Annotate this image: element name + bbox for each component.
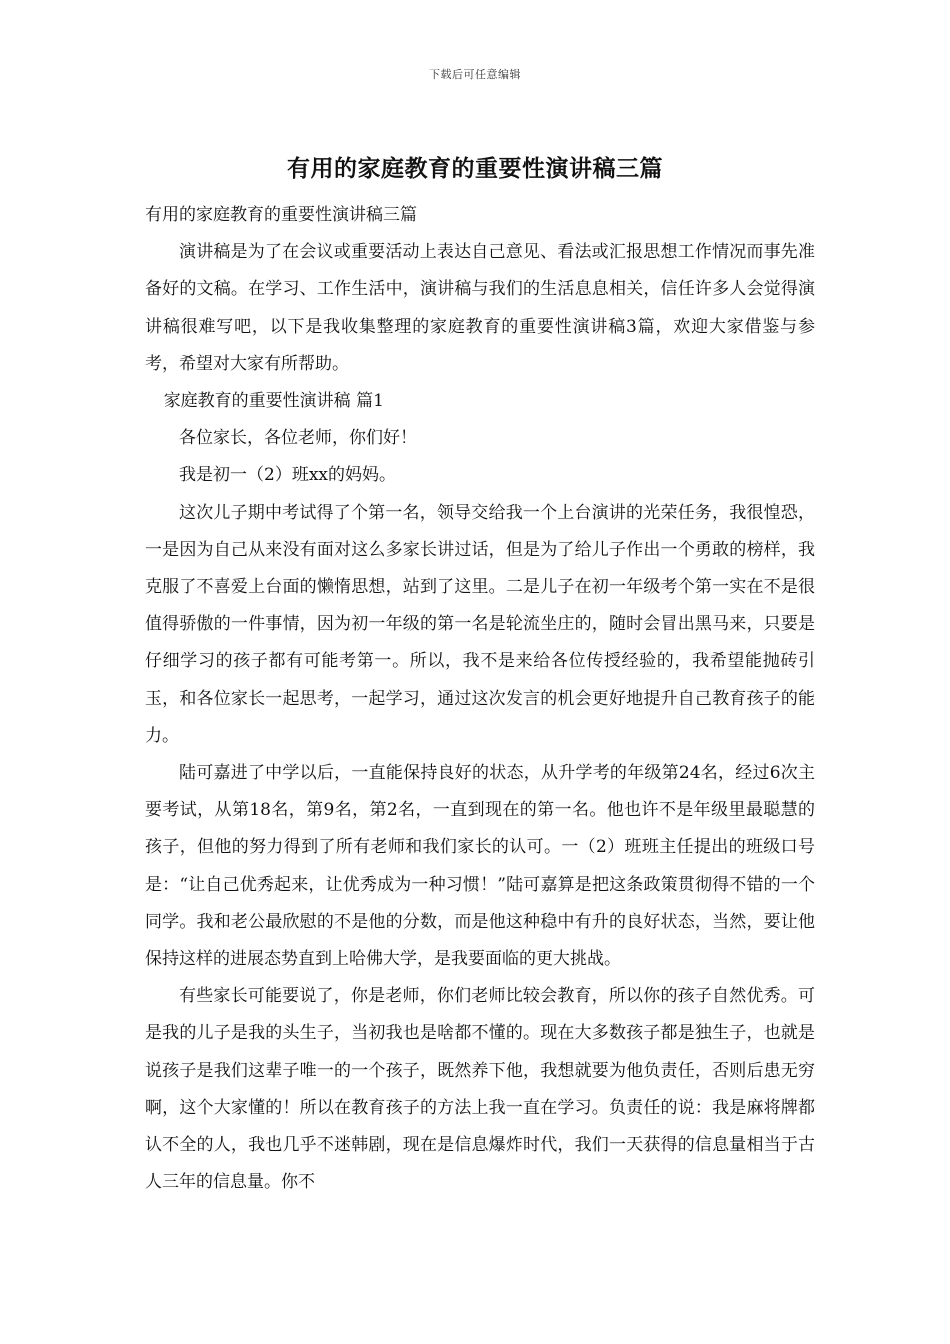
subtitle-line: 有用的家庭教育的重要性演讲稿三篇	[145, 205, 417, 225]
body-paragraph: 这次儿子期中考试得了个第一名，领导交给我一个上台演讲的光荣任务，我很惶恐，一是因为自己从来没有面对这么多家长讲过话，但是为了给儿子作出一个勇敢的榜样，我克服了不喜爱上台面的懒惰思想，站到了这里。二是儿子在初一年级考个第一实在不是很值得骄傲的一件事情，因为初一年级的第一名是轮流坐庄的，随时会冒出黑马来，只要是仔细学习的孩子都有可能考第一。所以，我不是来给各位传授经验的，我希望能抛砖引玉，和各位家长一起思考，一起学习，通过这次发言的机会更好地提升自己教育孩子的能力。	[145, 502, 815, 746]
header-note: 下载后可任意编辑	[429, 68, 521, 81]
section-heading: 家庭教育的重要性演讲稿 篇1	[163, 391, 384, 412]
body-paragraph: 陆可嘉进了中学以后，一直能保持良好的状态，从升学考的年级第24名，经过6次主要考试，从第18名，第9名，第2名，一直到现在的第一名。他也许不是年级里最聪慧的孩子，但他的努力得到了所有老师和我们家长的认可。一（2）班班主任提出的班级口号是：“让自己优秀起来，让优秀成为一种习惯！”陆可嘉算是把这条政策贯彻得不错的一个同学。我和老公最欣慰的不是他的分数，而是他这种稳中有升的良好状态，当然，要让他保持这样的进展态势直到上哈佛大学，是我要面临的更大挑战。	[145, 763, 815, 970]
document-body	[145, 197, 815, 1201]
body-paragraph: 有些家长可能要说了，你是老师，你们老师比较会教育，所以你的孩子自然优秀。可是我的儿子是我的头生子，当初我也是啥都不懂的。现在大多数孩子都是独生子，也就是说孩子是我们这辈子唯一的一个孩子，既然养下他，我想就要为他负责任，否则后患无穷啊，这个大家懂的！所以在教育孩子的方法上我一直在学习。负责任的说：我是麻将牌都认不全的人，我也几乎不迷韩剧，现在是信息爆炸时代，我们一天获得的信息量相当于古人三年的信息量。你不	[145, 986, 815, 1193]
document-title: 有用的家庭教育的重要性演讲稿三篇	[287, 155, 663, 182]
self-intro-paragraph: 我是初一（2）班xx的妈妈。	[179, 465, 396, 486]
intro-paragraph: 演讲稿是为了在会议或重要活动上表达自己意见、看法或汇报思想工作情况而事先准备好的文稿。在学习、工作生活中，演讲稿与我们的生活息息相关，信任许多人会觉得演讲稿很难写吧，以下是我收集整理的家庭教育的重要性演讲稿3篇，欢迎大家借鉴与参考，希望对大家有所帮助。	[145, 242, 815, 374]
greeting-paragraph: 各位家长，各位老师，你们好！	[179, 428, 417, 449]
